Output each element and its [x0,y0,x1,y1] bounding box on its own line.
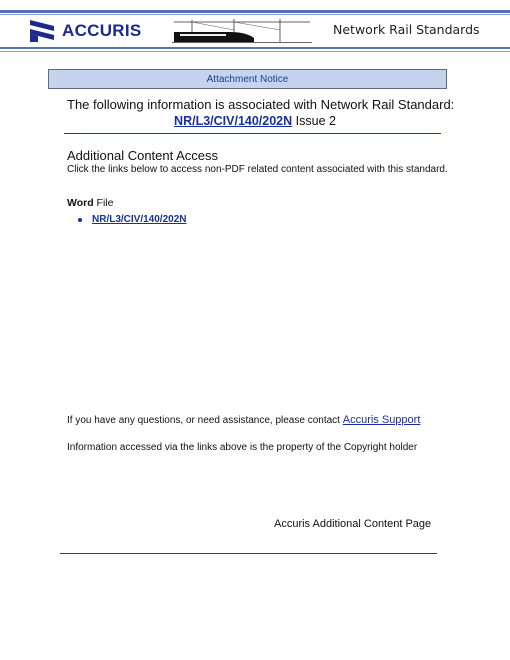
accuris-mark-icon [30,20,54,42]
train-illustration-icon [172,18,312,44]
accuris-logo [30,20,142,42]
contact-text: If you have any questions, or need assistance, please contact [67,415,343,426]
list-item [78,214,187,225]
bullet-icon [78,218,82,222]
intro-text: The following information is associated with Network Rail Standard: [67,97,455,112]
contact-line [67,414,420,426]
brand-name: ACCURIS [62,21,142,40]
word-file-link[interactable]: NR/L3/CIV/140/202N [92,214,187,225]
header-bottom-rule [0,47,510,49]
attachment-notice-bar [48,69,447,89]
access-heading: Additional Content Access [67,148,219,163]
footer-divider [60,553,437,554]
access-note: Click the links below to access non-PDF related content associated with this standard. [67,164,448,175]
header-top-rule [0,10,510,13]
file-type-label [67,197,113,209]
file-type-bold: Word [67,197,94,209]
page-label: Accuris Additional Content Page [274,518,432,530]
accuris-support-link[interactable]: Accuris Support [342,414,421,426]
header-top-rule-thin [0,14,510,15]
notice-title: Attachment Notice [206,73,289,85]
property-notice: Information accessed via the links above is the property of the Copyright holder [67,442,418,453]
file-type-rest: File [93,197,114,209]
standard-line [0,114,510,128]
header-bottom-rule-thin [0,51,510,52]
standard-code-link[interactable]: NR/L3/CIV/140/202N [174,114,293,128]
site-title: Network Rail Standards [333,22,480,37]
section-divider [64,133,441,134]
standard-issue: Issue 2 [295,114,336,128]
